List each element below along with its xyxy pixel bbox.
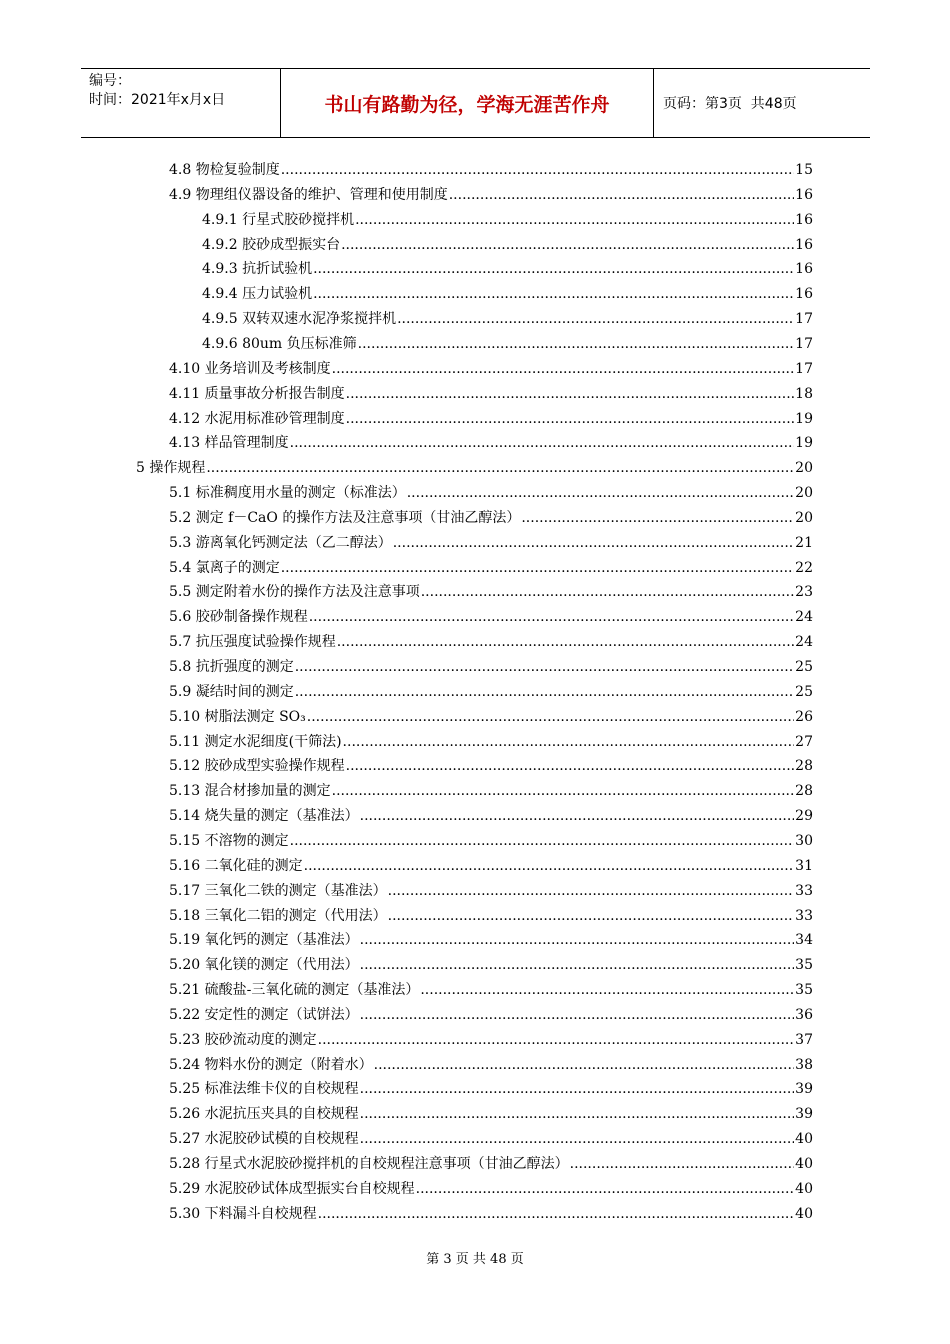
toc-entry-title: 5.29 水泥胶砂试体成型振实台自校规程 xyxy=(169,1180,415,1197)
toc-entry-title: 4.8 物检复验制度 xyxy=(169,162,280,178)
toc-dot-leader xyxy=(449,183,794,208)
toc-entry-page: 36 xyxy=(795,1006,813,1023)
toc-entry-title: 5.15 不溶物的测定 xyxy=(169,832,289,849)
toc-entry-page: 24 xyxy=(795,634,813,651)
toc-entry[interactable] xyxy=(169,854,813,879)
toc-entry[interactable] xyxy=(169,978,813,1003)
toc-entry-page: 40 xyxy=(795,1156,813,1172)
toc-entry-page: 39 xyxy=(795,1106,813,1123)
toc-entry-page: 23 xyxy=(795,584,813,601)
toc-dot-leader xyxy=(346,754,795,779)
toc-entry-title: 4.9.2 胶砂成型振实台 xyxy=(202,236,341,253)
toc-entry-title: 5.22 安定性的测定（试饼法） xyxy=(169,1006,359,1023)
toc-entry-page: 19 xyxy=(795,410,813,427)
toc-entry-page: 16 xyxy=(795,261,813,278)
toc-dot-leader xyxy=(281,158,794,183)
toc-dot-leader xyxy=(343,730,795,755)
number-label: 编号： xyxy=(89,73,131,89)
toc-entry-page: 18 xyxy=(795,385,813,402)
toc-entry[interactable] xyxy=(169,655,813,680)
header-page-info xyxy=(654,69,870,137)
toc-entry[interactable] xyxy=(169,506,813,531)
page-label: 页码：第3页 共48页 xyxy=(663,96,797,112)
toc-entry-title: 5.5 测定附着水份的操作方法及注意事项 xyxy=(169,584,420,601)
toc-entry[interactable] xyxy=(169,904,813,929)
toc-entry[interactable] xyxy=(169,705,813,730)
toc-entry[interactable] xyxy=(169,481,813,506)
toc-entry-page: 21 xyxy=(795,534,813,551)
toc-entry-page: 16 xyxy=(795,236,813,253)
toc-dot-leader xyxy=(393,531,794,556)
toc-entry[interactable] xyxy=(169,1003,813,1028)
toc-entry-title: 5.25 标准法维卡仪的自校规程 xyxy=(169,1081,359,1098)
toc-entry-title: 5.1 标准稠度用水量的测定（标准法） xyxy=(169,485,406,502)
toc-entry[interactable] xyxy=(169,1127,813,1152)
toc-entry-title: 4.9.6 80um 负压标准筛 xyxy=(202,335,357,352)
toc-dot-leader xyxy=(295,655,794,680)
toc-dot-leader xyxy=(421,580,794,605)
toc-dot-leader xyxy=(570,1152,795,1177)
toc-entry[interactable] xyxy=(169,953,813,978)
toc-entry[interactable] xyxy=(169,605,813,630)
toc-dot-leader xyxy=(521,506,794,531)
toc-dot-leader xyxy=(341,233,794,258)
toc-entry-page: 40 xyxy=(795,1205,813,1222)
toc-dot-leader xyxy=(304,854,795,879)
toc-dot-leader xyxy=(346,382,795,407)
toc-entry-title: 4.13 样品管理制度 xyxy=(169,435,289,452)
header-meta xyxy=(81,69,281,137)
toc-entry[interactable] xyxy=(169,1102,813,1127)
toc-entry[interactable] xyxy=(202,257,813,282)
toc-entry[interactable] xyxy=(169,1202,813,1227)
toc-dot-leader xyxy=(307,705,794,730)
toc-dot-leader xyxy=(360,953,795,978)
toc-entry-title: 5.28 行星式水泥胶砂搅拌机的自校规程注意事项（甘油乙醇法） xyxy=(169,1156,569,1172)
toc-dot-leader xyxy=(346,407,795,432)
page-footer: 第 3 页 共 48 页 xyxy=(426,1252,524,1267)
toc-entry[interactable] xyxy=(169,1177,813,1202)
toc-entry-title: 4.9.5 双转双速水泥净浆搅拌机 xyxy=(202,311,397,328)
toc-entry[interactable] xyxy=(169,1028,813,1053)
time-label: 时间：2021年x月x日 xyxy=(89,92,226,108)
toc-entry-page: 22 xyxy=(795,559,813,576)
toc-dot-leader xyxy=(355,208,794,233)
toc-entry[interactable] xyxy=(202,233,813,258)
toc-entry-page: 17 xyxy=(795,311,813,328)
toc-entry[interactable] xyxy=(169,829,813,854)
toc-entry[interactable] xyxy=(169,531,813,556)
toc-dot-leader xyxy=(407,481,794,506)
toc-dot-leader xyxy=(295,680,794,705)
toc-dot-leader xyxy=(360,1003,795,1028)
toc-dot-leader xyxy=(360,1077,795,1102)
toc-entry[interactable] xyxy=(169,928,813,953)
toc-dot-leader xyxy=(388,904,795,929)
toc-entry-title: 4.10 业务培训及考核制度 xyxy=(169,360,331,377)
toc-entry[interactable] xyxy=(202,282,813,307)
toc-entry-page: 16 xyxy=(795,211,813,228)
toc-entry-title: 5.17 三氧化二铁的测定（基准法） xyxy=(169,882,387,899)
toc-entry-page: 37 xyxy=(795,1031,813,1048)
toc-entry-page: 28 xyxy=(795,758,813,775)
toc-entry[interactable] xyxy=(169,779,813,804)
toc-dot-leader xyxy=(360,1102,795,1127)
toc-entry-page: 30 xyxy=(795,832,813,849)
toc-entry-title: 5.16 二氧化硅的测定 xyxy=(169,857,303,874)
toc-entry-page: 33 xyxy=(795,882,813,899)
toc-entry-page: 20 xyxy=(795,460,813,477)
toc-entry-title: 5.14 烧失量的测定（基准法） xyxy=(169,808,359,825)
toc-entry-title: 5.4 氯离子的测定 xyxy=(169,559,280,576)
toc-entry-page: 28 xyxy=(795,783,813,800)
toc-entry-page: 25 xyxy=(795,683,813,700)
toc-dot-leader xyxy=(397,307,794,332)
toc-entry-page: 27 xyxy=(795,733,813,750)
toc-entry-page: 40 xyxy=(795,1180,813,1197)
toc-entry[interactable] xyxy=(202,208,813,233)
toc-entry-page: 19 xyxy=(795,435,813,452)
toc-entry[interactable] xyxy=(169,730,813,755)
toc-entry-title: 5.21 硫酸盐-三氧化硫的测定（基准法） xyxy=(169,982,420,999)
toc-entry-title: 5.12 胶砂成型实验操作规程 xyxy=(169,758,345,775)
toc-entry-title: 5.26 水泥抗压夹具的自校规程 xyxy=(169,1106,359,1123)
toc-entry-title: 4.12 水泥用标准砂管理制度 xyxy=(169,410,345,427)
toc-dot-leader xyxy=(281,556,794,581)
toc-entry-title: 5.2 测定 f－CaO 的操作方法及注意事项（甘油乙醇法） xyxy=(169,509,521,526)
toc-dot-leader xyxy=(318,1202,795,1227)
toc-dot-leader xyxy=(420,978,794,1003)
toc-entry-page: 29 xyxy=(795,808,813,825)
toc-entry-page: 31 xyxy=(795,857,813,874)
toc-entry-title: 5.9 凝结时间的测定 xyxy=(169,683,294,700)
toc-entry-title: 4.9.3 抗折试验机 xyxy=(202,261,313,278)
toc-dot-leader xyxy=(313,257,794,282)
toc-entry-title: 4.9.1 行星式胶砂搅拌机 xyxy=(202,211,355,228)
toc-dot-leader xyxy=(309,605,794,630)
toc-entry[interactable] xyxy=(169,580,813,605)
toc-entry[interactable] xyxy=(169,754,813,779)
header-motto: 书山有路勤为径，学海无涯苦作舟 xyxy=(281,69,654,137)
toc-entry-page: 16 xyxy=(795,286,813,303)
toc-entry-page: 33 xyxy=(795,907,813,924)
toc-entry-title: 5.10 树脂法测定 SO₃ xyxy=(169,708,306,725)
toc-entry-page: 38 xyxy=(795,1056,813,1073)
toc-entry-title: 5.13 混合材掺加量的测定 xyxy=(169,783,331,800)
toc-entry[interactable] xyxy=(169,431,813,456)
toc-entry-title: 5.19 氧化钙的测定（基准法） xyxy=(169,932,359,949)
toc-entry-page: 25 xyxy=(795,659,813,675)
toc-dot-leader xyxy=(374,1053,795,1078)
toc-entry-page: 40 xyxy=(795,1131,813,1148)
toc-entry-page: 16 xyxy=(795,186,813,203)
toc-entry[interactable] xyxy=(169,680,813,705)
toc-entry-title: 4.11 质量事故分析报告制度 xyxy=(169,385,345,402)
toc-entry-page: 24 xyxy=(795,609,813,626)
toc-dot-leader xyxy=(360,1127,795,1152)
toc-entry-title: 5.23 胶砂流动度的测定 xyxy=(169,1031,317,1048)
toc-entry[interactable] xyxy=(169,1053,813,1078)
toc-entry-title: 5.30 下料漏斗自校规程 xyxy=(169,1205,317,1222)
toc-dot-leader xyxy=(318,1028,795,1053)
toc-entry[interactable] xyxy=(202,332,813,357)
toc-entry[interactable] xyxy=(169,183,813,208)
toc-entry[interactable] xyxy=(169,804,813,829)
toc-entry[interactable] xyxy=(169,407,813,432)
toc-dot-leader xyxy=(358,332,795,357)
toc-entry-title: 5.7 抗压强度试验操作规程 xyxy=(169,634,336,651)
page-header xyxy=(81,68,870,138)
toc-entry-title: 5.18 三氧化二铝的测定（代用法） xyxy=(169,907,387,924)
toc-entry-title: 4.9.4 压力试验机 xyxy=(202,286,313,303)
toc-entry[interactable] xyxy=(169,1152,813,1177)
toc-entry-page: 20 xyxy=(795,509,813,526)
toc-entry-title: 5 操作规程 xyxy=(136,460,206,477)
toc-dot-leader xyxy=(360,928,795,953)
toc-dot-leader xyxy=(332,779,795,804)
toc-entry[interactable] xyxy=(169,357,813,382)
toc-dot-leader xyxy=(388,879,795,904)
toc-entry-page: 35 xyxy=(795,982,813,999)
toc-entry-title: 5.6 胶砂制备操作规程 xyxy=(169,609,308,626)
toc-dot-leader xyxy=(290,431,795,456)
toc-entry-title: 5.11 测定水泥细度(干筛法) xyxy=(169,733,342,750)
toc-dot-leader xyxy=(416,1177,795,1202)
toc-dot-leader xyxy=(332,357,795,382)
toc-entry-title: 5.3 游离氧化钙测定法（乙二醇法） xyxy=(169,534,392,551)
toc-entry-page: 17 xyxy=(795,335,813,352)
toc-entry[interactable] xyxy=(169,158,813,183)
toc-entry-title: 5.24 物料水份的测定（附着水） xyxy=(169,1056,373,1073)
toc-entry[interactable] xyxy=(169,630,813,655)
toc-dot-leader xyxy=(206,456,794,481)
toc-entry-title: 5.27 水泥胶砂试模的自校规程 xyxy=(169,1131,359,1148)
toc-entry[interactable] xyxy=(169,879,813,904)
toc-entry[interactable] xyxy=(202,307,813,332)
toc-entry-page: 34 xyxy=(795,932,813,949)
toc-dot-leader xyxy=(337,630,794,655)
toc-entry-page: 20 xyxy=(795,485,813,502)
toc-entry-page: 39 xyxy=(795,1081,813,1098)
toc-dot-leader xyxy=(290,829,795,854)
toc-entry[interactable] xyxy=(169,1077,813,1102)
toc-entry-title: 4.9 物理组仪器设备的维护、管理和使用制度 xyxy=(169,186,448,203)
toc-entry-page: 15 xyxy=(795,162,813,178)
toc-dot-leader xyxy=(360,804,795,829)
toc-dot-leader xyxy=(313,282,794,307)
toc-entry-page: 26 xyxy=(795,708,813,725)
toc-entry[interactable] xyxy=(169,382,813,407)
toc-entry-title: 5.20 氧化镁的测定（代用法） xyxy=(169,957,359,974)
toc-entry-page: 17 xyxy=(795,360,813,377)
toc-entry[interactable] xyxy=(169,556,813,581)
toc-entry[interactable] xyxy=(136,456,813,481)
toc-entry-title: 5.8 抗折强度的测定 xyxy=(169,659,294,675)
toc-entry-page: 35 xyxy=(795,957,813,974)
